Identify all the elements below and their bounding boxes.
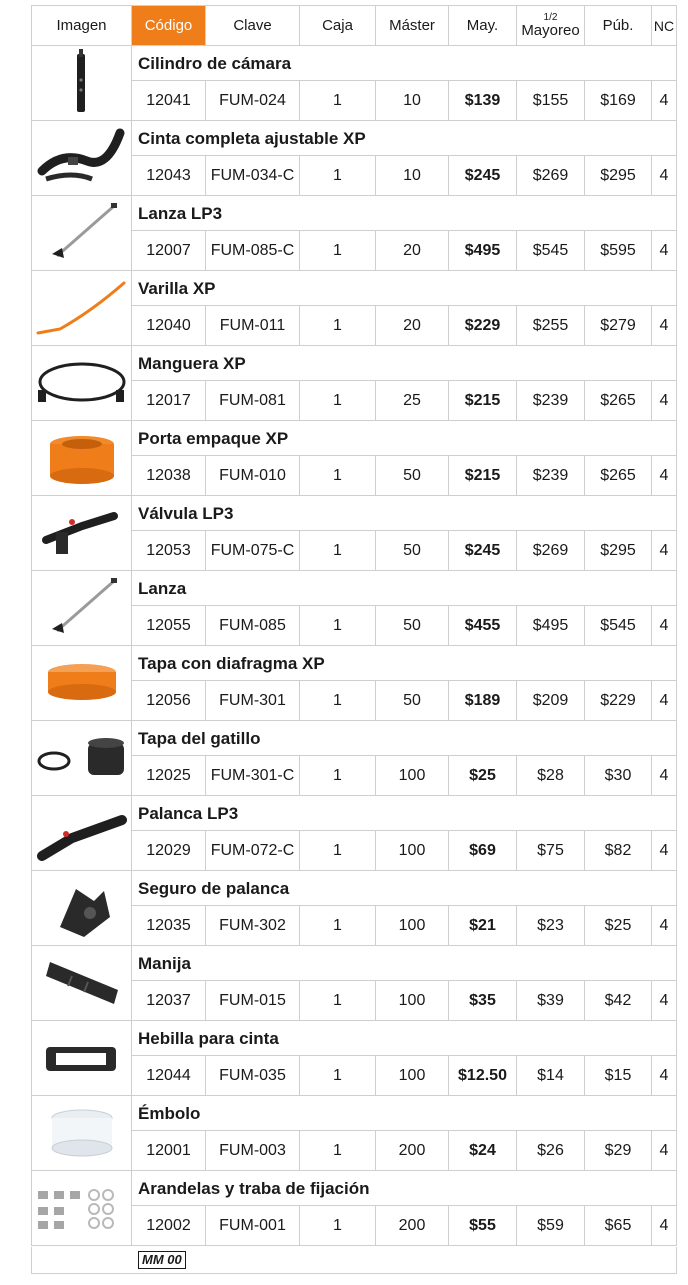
cell-medio: $26 [517,1131,585,1170]
product-image [32,196,132,270]
cell-clave: FUM-075-C [206,531,300,570]
cell-caja: 1 [300,1056,376,1095]
cell-caja: 1 [300,231,376,270]
product-image [32,496,132,570]
cell-nc: 4 [659,391,669,409]
strap-icon [32,121,131,195]
cell-may: $189 [449,681,517,720]
cell-medio: $269 [517,531,585,570]
cell-codigo: 12038 [132,456,206,495]
header-nc: NC [653,17,675,34]
cell-codigo: 12037 [132,981,206,1020]
cell-master: 20 [376,231,449,270]
cell-caja: 1 [300,981,376,1020]
cell-pub: $265 [585,381,652,420]
product-name: Cinta completa ajustable XP [138,129,366,148]
header-caja: Caja [300,6,376,45]
hose-icon [32,346,131,420]
trigger-cap-icon [32,721,131,795]
product-image [32,946,132,1020]
cell-master: 100 [376,906,449,945]
table-row [31,421,677,496]
cell-clave: FUM-085 [206,606,300,645]
cell-medio: $495 [517,606,585,645]
header-clave: Clave [206,6,300,45]
cell-clave: FUM-010 [206,456,300,495]
cell-codigo: 12001 [132,1131,206,1170]
cell-pub: $265 [585,456,652,495]
cell-codigo: 12043 [132,156,206,195]
cell-clave: FUM-301 [206,681,300,720]
product-name: Manguera XP [138,354,246,373]
cell-caja: 1 [300,1206,376,1245]
table-row [31,346,677,421]
lever-icon [32,796,131,870]
product-name: Hebilla para cinta [138,1029,279,1048]
cell-nc: 4 [659,316,669,334]
header-half-fraction: 1/2 [543,11,558,23]
lance-icon [32,571,131,645]
cell-may: $215 [449,456,517,495]
cell-nc: 4 [659,991,669,1009]
table-row [31,1021,677,1096]
header-may: May. [449,6,517,45]
cell-clave: FUM-001 [206,1206,300,1245]
cylinder-icon [32,46,131,120]
cell-clave: FUM-034-C [206,156,300,195]
cell-nc: 4 [659,1216,669,1234]
lever-lock-icon [32,871,131,945]
product-name: Porta empaque XP [138,429,289,448]
cell-pub: $295 [585,531,652,570]
cell-nc: 4 [659,466,669,484]
buckle-icon [32,1021,131,1095]
cell-master: 100 [376,1056,449,1095]
product-name: Varilla XP [138,279,216,298]
cell-clave: FUM-011 [206,306,300,345]
cell-pub: $25 [585,906,652,945]
product-name: Tapa con diafragma XP [138,654,325,673]
cell-nc: 4 [659,91,669,109]
header-master: Máster [376,6,449,45]
cell-codigo: 12056 [132,681,206,720]
cell-nc: 4 [659,1141,669,1159]
cell-master: 10 [376,81,449,120]
table-row [31,46,677,121]
cell-nc: 4 [659,1066,669,1084]
cell-caja: 1 [300,81,376,120]
cell-may: $229 [449,306,517,345]
footer-badge: MM 00 [138,1251,186,1269]
header-pub: Púb. [585,6,652,45]
plunger-icon [32,1096,131,1170]
cell-medio: $28 [517,756,585,795]
product-image [32,646,132,720]
cell-codigo: 12040 [132,306,206,345]
cell-medio: $59 [517,1206,585,1245]
table-row [31,646,677,721]
cell-pub: $42 [585,981,652,1020]
product-image [32,796,132,870]
cell-caja: 1 [300,831,376,870]
cell-master: 20 [376,306,449,345]
product-image [32,1096,132,1170]
cell-may: $495 [449,231,517,270]
cell-nc: 4 [659,166,669,184]
cell-medio: $239 [517,381,585,420]
cell-pub: $30 [585,756,652,795]
product-image [32,46,132,120]
cell-medio: $14 [517,1056,585,1095]
header-imagen: Imagen [32,6,132,45]
cell-pub: $545 [585,606,652,645]
cell-medio: $209 [517,681,585,720]
cell-clave: FUM-085-C [206,231,300,270]
header-codigo[interactable]: Código [132,6,206,45]
cell-codigo: 12002 [132,1206,206,1245]
cell-nc: 4 [659,766,669,784]
cell-caja: 1 [300,306,376,345]
table-row [31,121,677,196]
table-row [31,871,677,946]
cell-codigo: 12041 [132,81,206,120]
cell-master: 25 [376,381,449,420]
cell-may: $245 [449,531,517,570]
product-image [32,346,132,420]
cell-pub: $295 [585,156,652,195]
cell-pub: $595 [585,231,652,270]
product-image [32,721,132,795]
cell-caja: 1 [300,456,376,495]
cell-medio: $545 [517,231,585,270]
cell-master: 50 [376,456,449,495]
cell-nc: 4 [659,691,669,709]
cell-may: $215 [449,381,517,420]
cell-medio: $75 [517,831,585,870]
cell-caja: 1 [300,606,376,645]
cell-pub: $169 [585,81,652,120]
cell-may: $245 [449,156,517,195]
cell-may: $455 [449,606,517,645]
seal-holder-icon [32,421,131,495]
product-image [32,121,132,195]
cell-master: 100 [376,831,449,870]
table-row [31,721,677,796]
cell-nc: 4 [659,916,669,934]
cell-caja: 1 [300,906,376,945]
price-table [31,5,677,1274]
cell-codigo: 12055 [132,606,206,645]
cell-may: $25 [449,756,517,795]
product-name: Manija [138,954,191,973]
table-footer [31,1247,677,1274]
product-image [32,421,132,495]
product-image [32,871,132,945]
cell-pub: $82 [585,831,652,870]
valve-icon [32,496,131,570]
table-row [31,946,677,1021]
cell-codigo: 12044 [132,1056,206,1095]
cell-medio: $155 [517,81,585,120]
cell-clave: FUM-035 [206,1056,300,1095]
cell-may: $55 [449,1206,517,1245]
cell-nc: 4 [659,616,669,634]
rod-icon [32,271,131,345]
cell-clave: FUM-081 [206,381,300,420]
cell-master: 100 [376,756,449,795]
cell-master: 10 [376,156,449,195]
cell-medio: $239 [517,456,585,495]
cell-may: $24 [449,1131,517,1170]
product-image [32,1171,132,1245]
cell-may: $69 [449,831,517,870]
cell-nc: 4 [659,841,669,859]
cell-medio: $23 [517,906,585,945]
product-name: Émbolo [138,1104,201,1123]
cell-pub: $15 [585,1056,652,1095]
product-name: Válvula LP3 [138,504,234,523]
product-name: Seguro de palanca [138,879,290,898]
cell-may: $35 [449,981,517,1020]
table-row [31,571,677,646]
table-row [31,1096,677,1171]
table-row [31,1171,677,1246]
product-name: Lanza LP3 [138,204,223,223]
cell-caja: 1 [300,756,376,795]
lance-icon [32,196,131,270]
cell-caja: 1 [300,531,376,570]
cell-codigo: 12035 [132,906,206,945]
cell-codigo: 12017 [132,381,206,420]
product-image [32,571,132,645]
cell-caja: 1 [300,1131,376,1170]
cell-may: $21 [449,906,517,945]
cell-may: $139 [449,81,517,120]
cell-caja: 1 [300,681,376,720]
product-name: Arandelas y traba de fijación [138,1179,370,1198]
cell-medio: $269 [517,156,585,195]
cell-pub: $65 [585,1206,652,1245]
product-image [32,1021,132,1095]
product-name: Palanca LP3 [138,804,239,823]
cell-codigo: 12029 [132,831,206,870]
cell-caja: 1 [300,381,376,420]
cell-master: 50 [376,531,449,570]
cell-pub: $29 [585,1131,652,1170]
cell-codigo: 12007 [132,231,206,270]
product-name: Cilindro de cámara [138,54,292,73]
table-header [31,5,677,46]
diaphragm-cap-icon [32,646,131,720]
cell-nc: 4 [659,241,669,259]
product-name: Lanza [138,579,187,598]
washers-icon [32,1171,131,1245]
product-name: Tapa del gatillo [138,729,261,748]
table-row [31,271,677,346]
cell-clave: FUM-072-C [206,831,300,870]
cell-pub: $229 [585,681,652,720]
cell-may: $12.50 [449,1056,517,1095]
table-row [31,796,677,871]
cell-medio: $39 [517,981,585,1020]
cell-clave: FUM-003 [206,1131,300,1170]
cell-codigo: 12025 [132,756,206,795]
cell-master: 50 [376,606,449,645]
handle-icon [32,946,131,1020]
product-image [32,271,132,345]
cell-caja: 1 [300,156,376,195]
cell-medio: $255 [517,306,585,345]
cell-clave: FUM-302 [206,906,300,945]
cell-codigo: 12053 [132,531,206,570]
cell-master: 200 [376,1131,449,1170]
header-medio-mayoreo [517,6,585,45]
cell-clave: FUM-024 [206,81,300,120]
cell-master: 100 [376,981,449,1020]
cell-clave: FUM-301-C [206,756,300,795]
cell-master: 50 [376,681,449,720]
table-row [31,496,677,571]
header-half-label: Mayoreo [521,21,580,39]
cell-clave: FUM-015 [206,981,300,1020]
cell-master: 200 [376,1206,449,1245]
cell-pub: $279 [585,306,652,345]
cell-nc: 4 [659,541,669,559]
table-row [31,196,677,271]
